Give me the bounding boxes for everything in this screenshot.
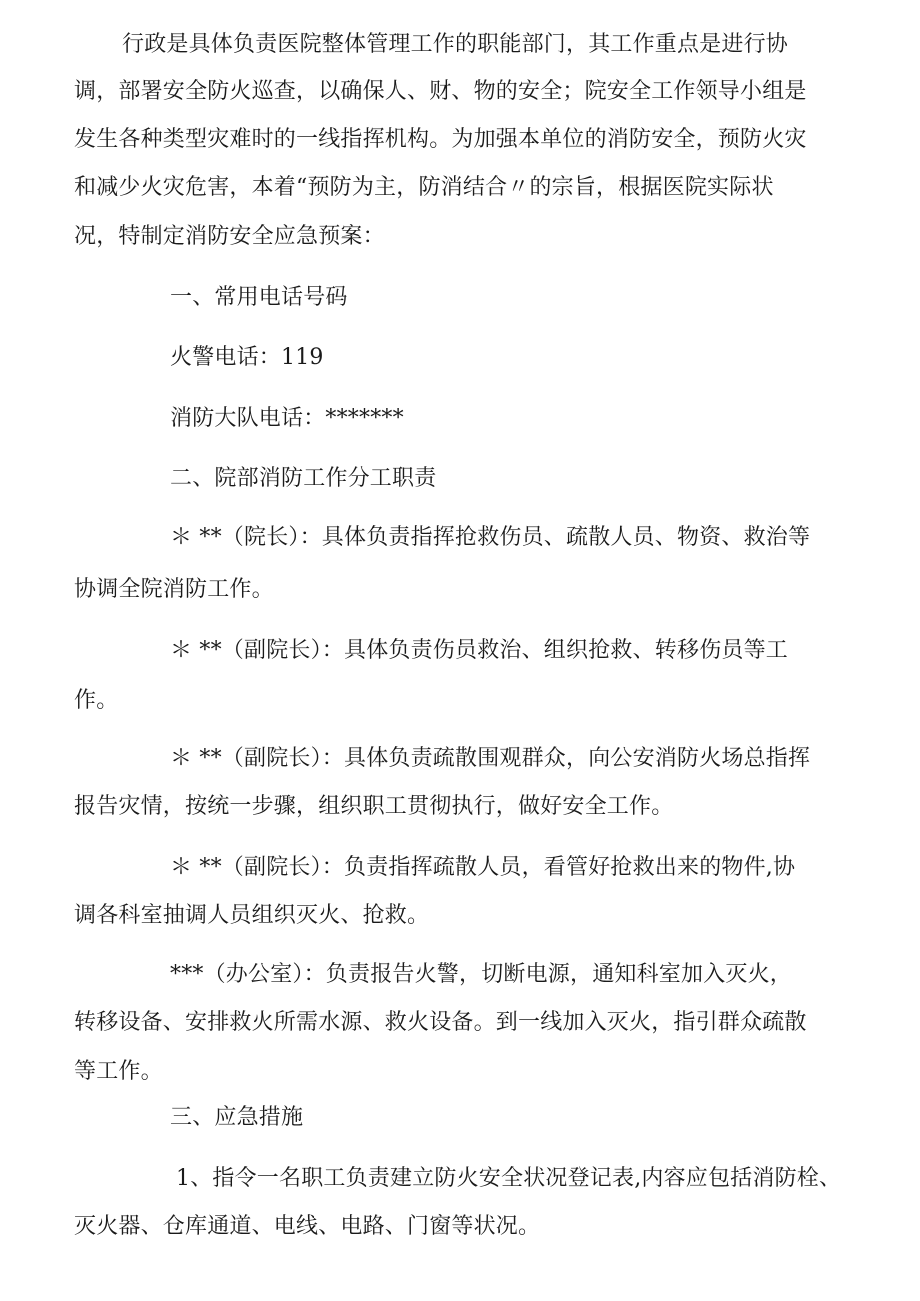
duty-line: ＊ **（副院长）：具体负责伤员救治、组织抢救、转移伤员等工 bbox=[170, 638, 788, 663]
measure-line: 灭火器、仓库通道、电线、电路、门窗等状况。 bbox=[74, 1214, 541, 1239]
measure-line: 1、指令一名职工负责建立防火安全状况登记表,内容应包括消防栓、 bbox=[176, 1166, 842, 1191]
section-heading: 三、应急措施 bbox=[170, 1105, 304, 1130]
duty-line: 调各科室抽调人员组织灭火、抢救。 bbox=[74, 903, 430, 928]
fire-phone: 火警电话：119 bbox=[170, 345, 324, 370]
duty-line: 报告灾情，按统一步骤，组织职工贯彻执行，做好安全工作。 bbox=[74, 794, 674, 819]
intro-line: 和减少火灾危害，本着“预防为主，防消结合〃的宗旨，根据医院实际状 bbox=[74, 175, 774, 200]
intro-line: 发生各种类型灾难时的一线指挥机构。为加强本单位的消防安全，预防火灾 bbox=[74, 127, 807, 152]
section-heading: 一、常用电话号码 bbox=[170, 285, 348, 310]
duty-line: 转移设备、安排救火所需水源、救火设备。到一线加入灭火，指引群众疏散 bbox=[74, 1010, 807, 1035]
duty-line: 协调全院消防工作。 bbox=[74, 577, 274, 602]
duty-line: ＊ **（院长）：具体负责指挥抢救伤员、疏散人员、物资、救治等 bbox=[170, 525, 811, 550]
duty-line: ＊ **（副院长）：具体负责疏散围观群众，向公安消防火场总指挥 bbox=[170, 746, 811, 771]
brigade-phone: 消防大队电话：******* bbox=[170, 406, 404, 431]
duty-line: ***（办公室）：负责报告火警，切断电源，通知科室加入灭火， bbox=[170, 962, 793, 987]
duty-line: 作。 bbox=[74, 688, 119, 713]
duty-line: ＊ **（副院长）：负责指挥疏散人员，看管好抢救出来的物件,协 bbox=[170, 855, 796, 880]
duty-line: 等工作。 bbox=[74, 1059, 163, 1084]
section-heading: 二、院部消防工作分工职责 bbox=[170, 466, 437, 491]
intro-line: 调，部署安全防火巡查，以确保人、财、物的安全；院安全工作领导小组是 bbox=[74, 79, 807, 104]
intro-line: 况，特制定消防安全应急预案： bbox=[74, 224, 385, 249]
intro-line: 行政是具体负责医院整体管理工作的职能部门，其工作重点是进行协 bbox=[122, 32, 789, 57]
